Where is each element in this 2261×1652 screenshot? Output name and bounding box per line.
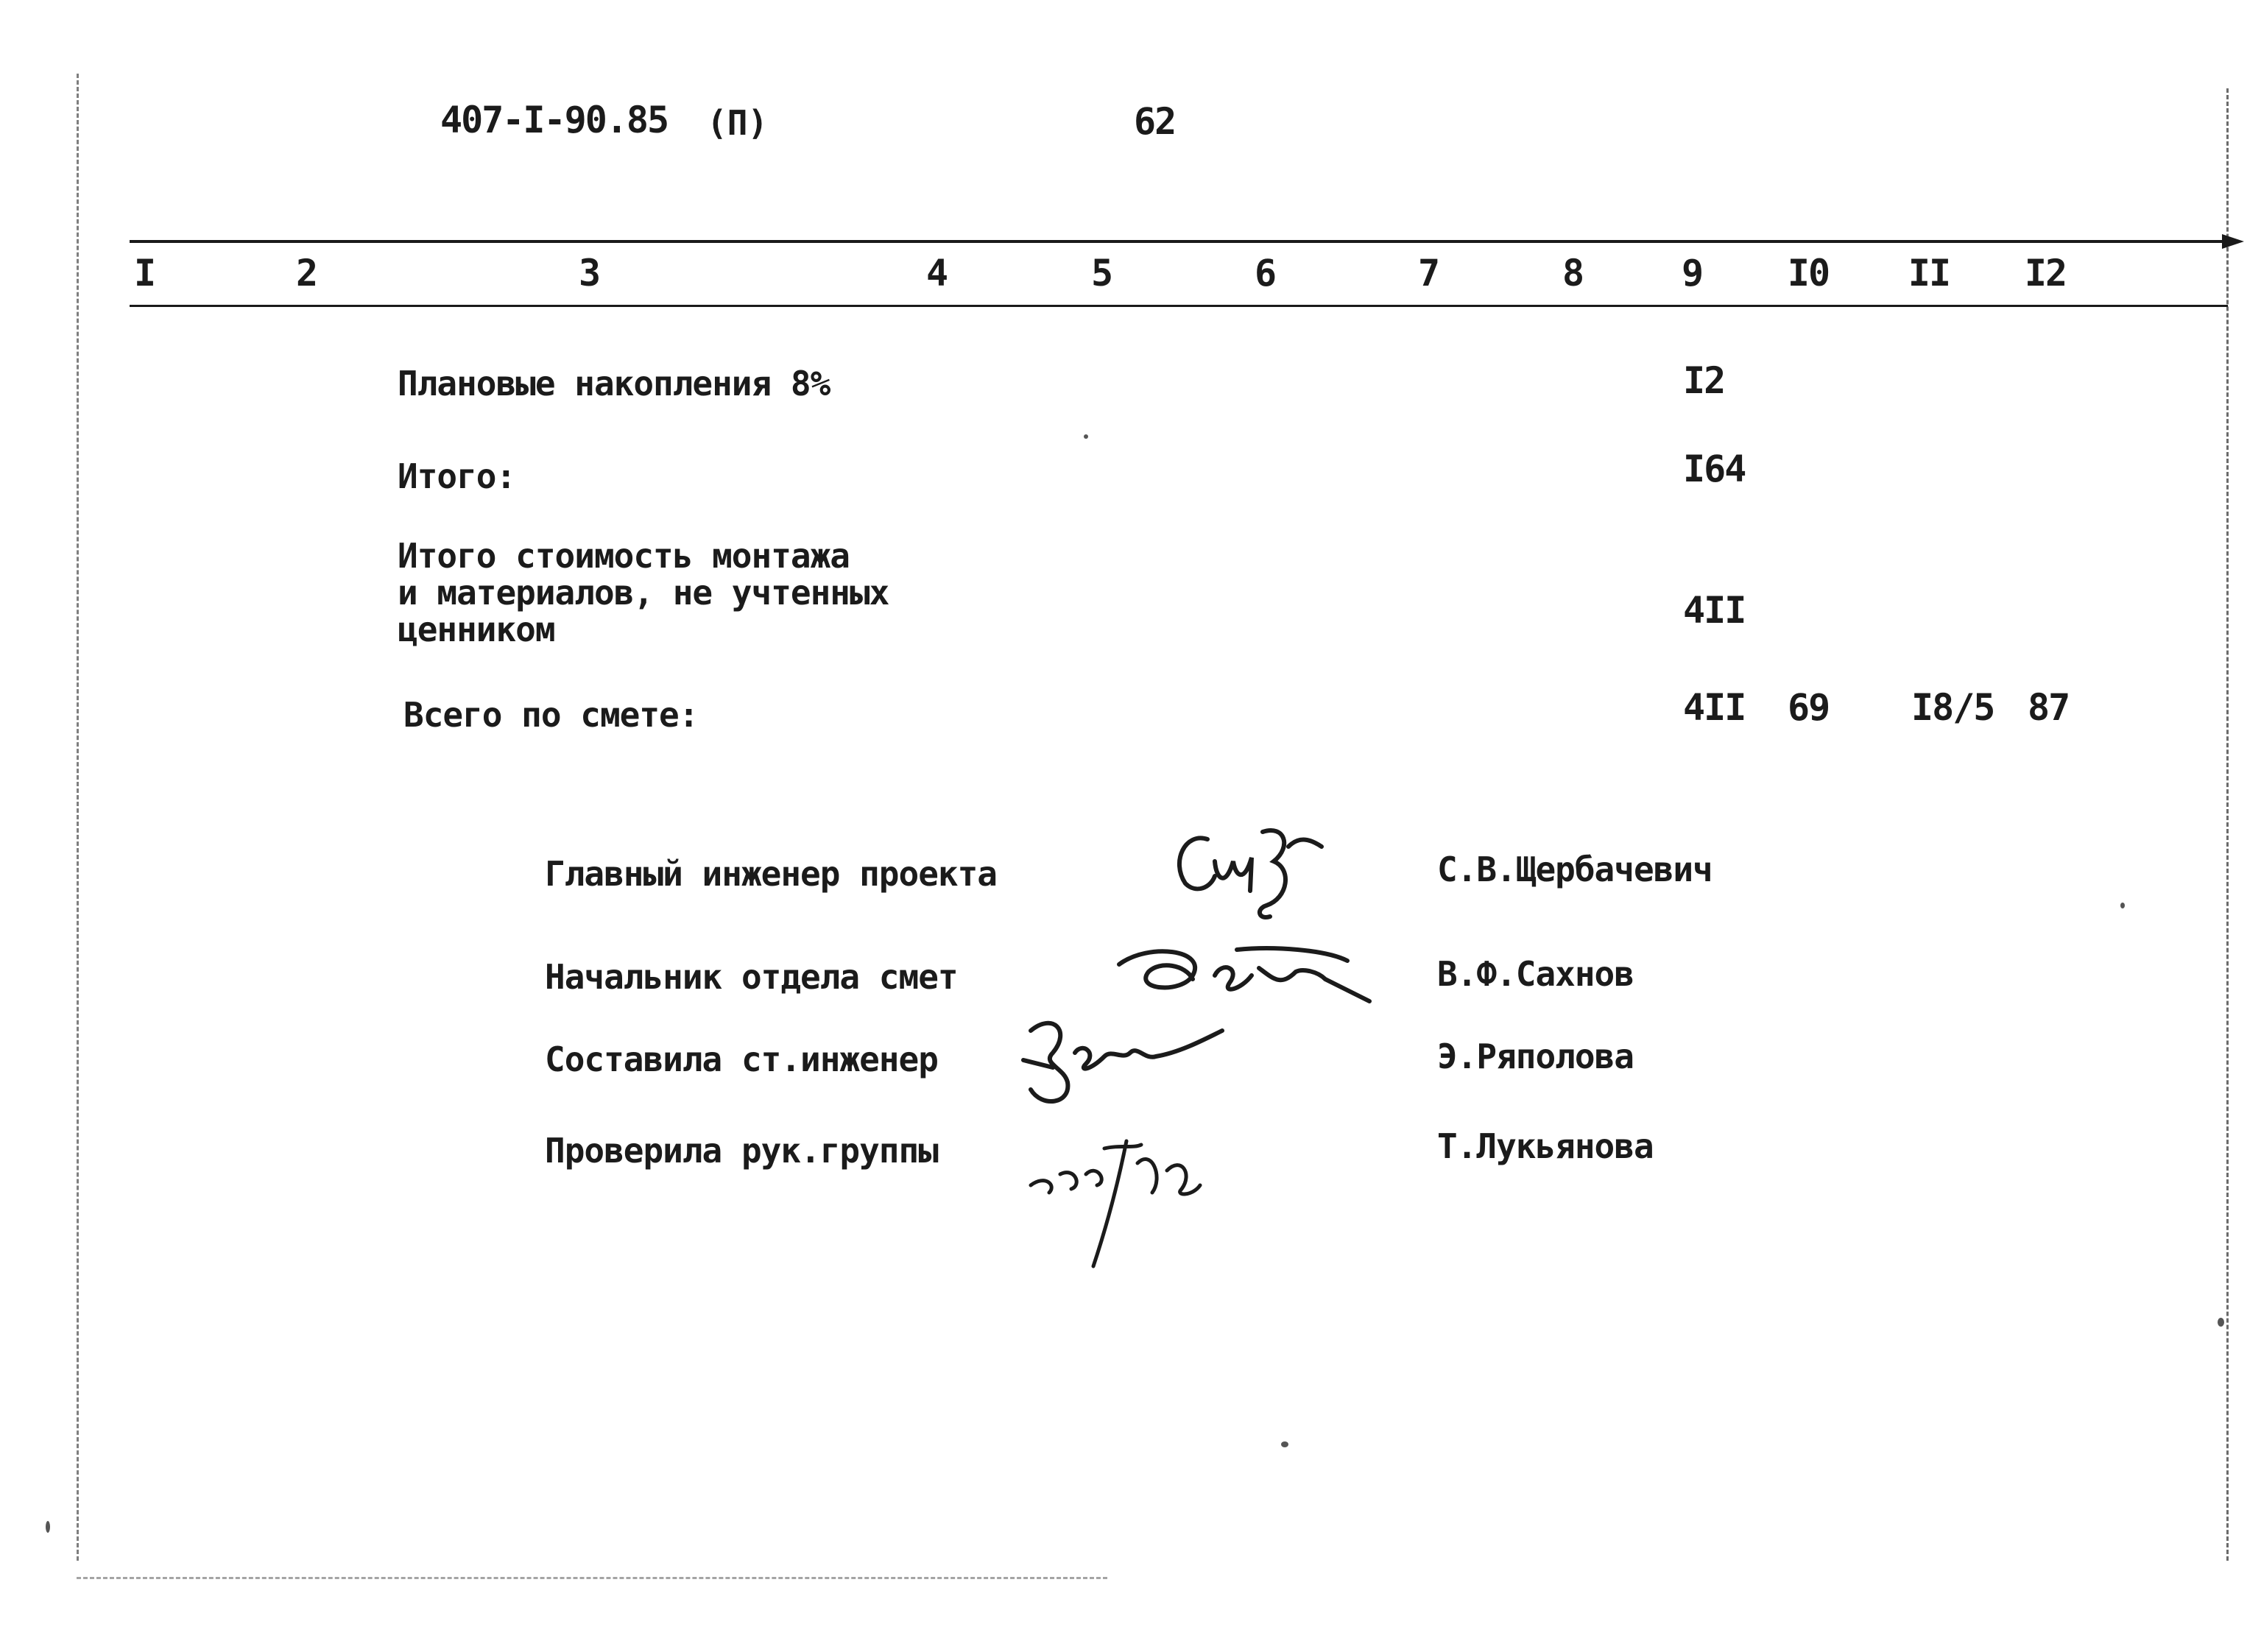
column-header-11: II (1908, 252, 1950, 294)
scan-speck (46, 1521, 50, 1533)
column-header-2: 2 (295, 252, 317, 294)
name-checked-by: Т.Лукьянова (1437, 1126, 1654, 1166)
row-value-grand-total-col12: 87 (2028, 686, 2070, 729)
role-head-estimates: Начальник отдела смет (545, 957, 958, 997)
row-value-grand-total-col9: 4II (1683, 686, 1746, 729)
page-number: 62 (1134, 100, 1176, 143)
column-header-1: I (133, 252, 155, 294)
column-header-4: 4 (925, 252, 948, 294)
row-label-planned-savings: Плановые накопления 8% (398, 364, 830, 403)
column-header-6: 6 (1254, 252, 1276, 294)
scan-speck (2120, 903, 2125, 908)
column-header-9: 9 (1681, 252, 1703, 294)
row-value-planned-savings: I2 (1683, 359, 1725, 402)
name-head-estimates: В.Ф.Сахнов (1437, 954, 1634, 994)
column-header-5: 5 (1090, 252, 1112, 294)
name-compiled-by: Э.Ряполова (1437, 1037, 1634, 1076)
role-chief-engineer: Главный инженер проекта (545, 854, 997, 894)
row-value-grand-total-col10: 69 (1788, 686, 1830, 729)
signature-compiled-by (1001, 1001, 1252, 1119)
table-header-rule (130, 305, 2228, 307)
role-checked-by: Проверила рук.группы (545, 1131, 938, 1171)
column-header-8: 8 (1562, 252, 1584, 294)
row-value-total-install: 4II (1683, 589, 1746, 632)
frame-right-border (2226, 88, 2232, 1561)
row-value-grand-total-col11: I8/5 (1911, 686, 1994, 729)
signature-checked-by (1016, 1104, 1237, 1281)
frame-bottom-border (77, 1577, 1107, 1579)
name-chief-engineer: С.В.Щербачевич (1437, 850, 1712, 889)
row-label-subtotal: Итого: (398, 456, 516, 496)
column-header-7: 7 (1417, 252, 1439, 294)
row-label-total-install-line-3: ценником (398, 610, 555, 649)
row-label-grand-total: Всего по смете: (403, 695, 699, 735)
arrow-right-icon (2222, 234, 2244, 249)
row-label-total-install-line-1: Итого стоимость монтажа (398, 536, 850, 576)
frame-left-border (77, 74, 82, 1561)
role-compiled-by: Составила ст.инженер (545, 1039, 938, 1079)
column-header-10: I0 (1787, 252, 1830, 294)
row-label-total-install-line-2: и материалов, не учтенных (398, 573, 889, 613)
document-code: 407-I-90.85 (440, 99, 669, 141)
column-header-12: I2 (2024, 252, 2067, 294)
scan-speck (1084, 434, 1088, 439)
signature-chief-engineer (1163, 817, 1384, 942)
sheet-mark: (П) (707, 103, 769, 143)
row-value-subtotal: I64 (1683, 448, 1746, 490)
table-top-rule (130, 240, 2240, 243)
scan-speck (2218, 1318, 2224, 1327)
column-header-3: 3 (578, 252, 600, 294)
scan-speck (1281, 1441, 1288, 1447)
